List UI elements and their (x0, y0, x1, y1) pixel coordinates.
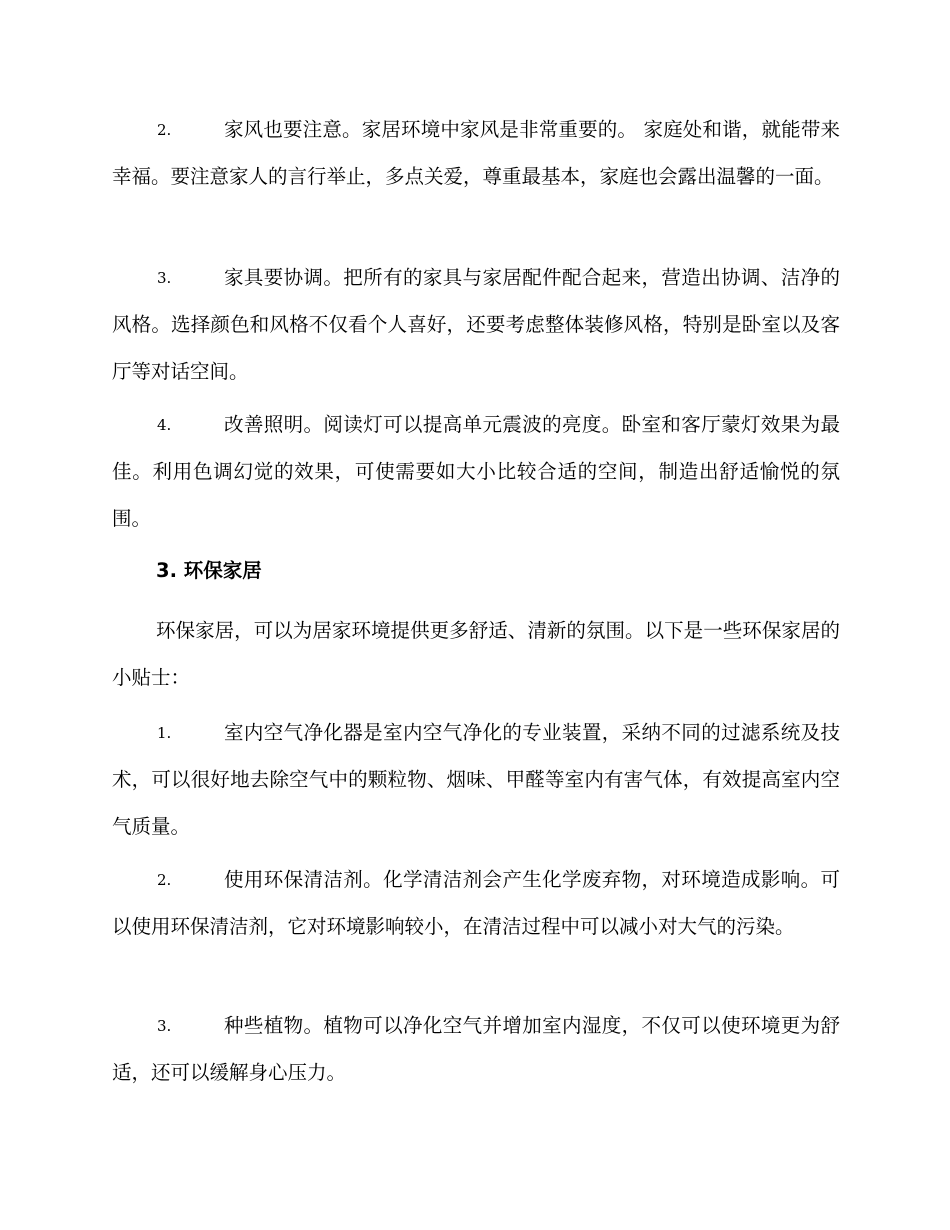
list-item-text: 家风也要注意。家居环境中家风是非常重要的。 家庭处和谐，就能带来幸福。要注意家人的言行举止，多点关爱，尊重最基本，家庭也会露出温馨的一面。 (112, 118, 840, 188)
list-item-text: 室内空气净化器是室内空气净化的专业装置，采纳不同的过滤系统及技术，可以很好地去除空气中的颗粒物、烟味、甲醛等室内有害气体，有效提高室内空气质量。 (112, 721, 840, 838)
list-item (112, 709, 840, 850)
list-item-number: 4. (157, 416, 172, 434)
section-intro: 环保家居，可以为居家环境提供更多舒适、清新的氛围。以下是一些环保家居的小贴士： (112, 619, 840, 689)
list-item-text: 改善照明。阅读灯可以提高单元震波的亮度。卧室和客厅蒙灯效果为最佳。利用色调幻觉的效果，可使需要如大小比较合适的空间，制造出舒适愉悦的氛围。 (112, 413, 840, 530)
list-item-text: 使用环保清洁剂。化学清洁剂会产生化学废弃物，对环境造成影响。可以使用环保清洁剂，它对环境影响较小，在清洁过程中可以减小对大气的污染。 (112, 868, 840, 938)
list-item (112, 254, 840, 395)
list-item-number: 1. (157, 724, 172, 742)
list-item-number: 3. (157, 1017, 172, 1035)
list-item (112, 856, 840, 950)
list-item (112, 401, 840, 542)
list-item (112, 106, 840, 200)
list-item (112, 1002, 840, 1096)
list-item-number: 2. (157, 121, 172, 139)
list-item-number: 3. (157, 269, 172, 287)
list-item-text: 家具要协调。把所有的家具与家居配件配合起来，营造出协调、洁净的风格。选择颜色和风格不仅看个人喜好，还要考虑整体装修风格，特别是卧室以及客厅等对话空间。 (112, 266, 840, 383)
list-item-number: 2. (157, 871, 172, 889)
list-item-text: 种些植物。植物可以净化空气并增加室内湿度，不仅可以使环境更为舒适，还可以缓解身心压力。 (112, 1014, 840, 1084)
section-heading: 3. 环保家居 (156, 559, 262, 582)
